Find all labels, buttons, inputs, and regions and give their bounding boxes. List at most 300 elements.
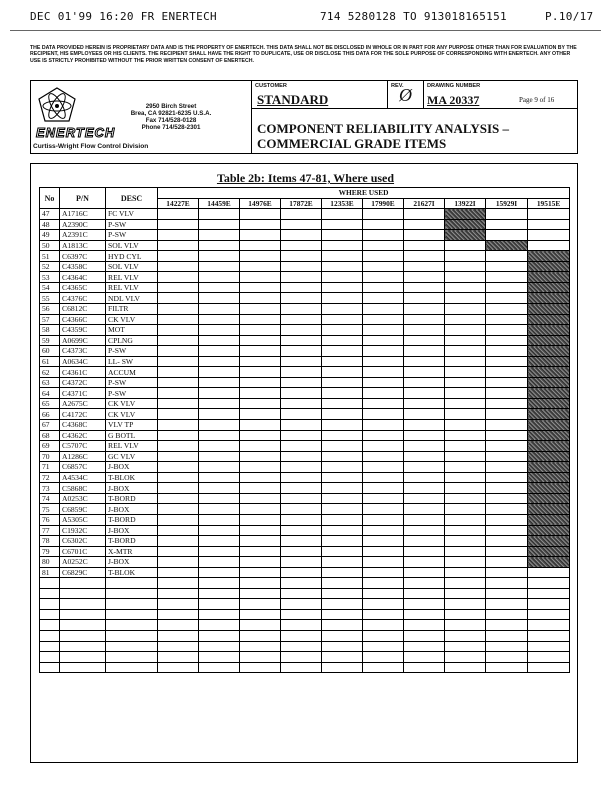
where-used-cell: [240, 514, 281, 525]
where-used-cell: [281, 546, 322, 557]
empty-cell: [240, 620, 281, 631]
description: SOL VLV: [106, 240, 158, 251]
item-number: 50: [40, 240, 60, 251]
item-number: 77: [40, 525, 60, 536]
part-number: A4534C: [60, 472, 106, 483]
empty-cell: [322, 662, 363, 673]
where-used-cell: [240, 536, 281, 547]
empty-cell: [60, 662, 106, 673]
empty-cell: [528, 652, 570, 663]
where-used-cell: [158, 504, 199, 515]
where-used-cell: [363, 325, 404, 336]
empty-cell: [404, 609, 445, 620]
part-number: C6397C: [60, 251, 106, 262]
where-used-mark: [528, 272, 570, 283]
table-row: [40, 472, 570, 483]
where-used-cell: [158, 441, 199, 452]
item-number: 58: [40, 325, 60, 336]
part-number: C4371C: [60, 388, 106, 399]
where-used-cell: [199, 483, 240, 494]
where-used-cell: [445, 420, 486, 431]
where-used-cell: [404, 430, 445, 441]
col-header-desc: DESC: [106, 188, 158, 209]
where-used-cell: [158, 335, 199, 346]
empty-cell: [486, 578, 528, 589]
where-used-cell: [363, 398, 404, 409]
empty-cell: [106, 630, 158, 641]
where-used-cell: [363, 272, 404, 283]
page-of: Page 9 of 16: [519, 96, 555, 104]
part-number: A2390C: [60, 219, 106, 230]
item-number: 55: [40, 293, 60, 304]
where-used-cell: [281, 219, 322, 230]
where-used-cell: [322, 377, 363, 388]
where-used-cell: [322, 546, 363, 557]
part-number: A0699C: [60, 335, 106, 346]
where-used-cell: [363, 546, 404, 557]
table-row: [40, 441, 570, 452]
item-number: 49: [40, 230, 60, 241]
table-row: [40, 493, 570, 504]
where-used-cell: [445, 377, 486, 388]
where-used-cell: [404, 514, 445, 525]
where-used-cell: [404, 335, 445, 346]
table-row: [40, 388, 570, 399]
where-used-cell: [404, 282, 445, 293]
where-used-cell: [404, 451, 445, 462]
empty-cell: [404, 630, 445, 641]
where-used-cell: [404, 420, 445, 431]
table-row: [40, 398, 570, 409]
where-used-cell: [486, 219, 528, 230]
table-row: [40, 430, 570, 441]
table-row: [40, 462, 570, 473]
where-used-cell: [363, 462, 404, 473]
where-used-cell: [158, 420, 199, 431]
where-used-cell: [445, 462, 486, 473]
where-used-cell: [199, 557, 240, 568]
empty-cell: [486, 599, 528, 610]
description: MOT: [106, 325, 158, 336]
table-title: Table 2b: Items 47-81, Where used: [216, 171, 395, 185]
where-used-cell: [404, 304, 445, 315]
rev-label: REV.: [391, 83, 404, 89]
where-used-cell: [528, 230, 570, 241]
where-used-cell: [158, 409, 199, 420]
where-used-cell: [199, 472, 240, 483]
part-number: C4368C: [60, 420, 106, 431]
company-block: [31, 81, 252, 153]
part-number: C6812C: [60, 304, 106, 315]
empty-cell: [322, 609, 363, 620]
blank-row: [40, 652, 570, 663]
empty-cell: [486, 609, 528, 620]
item-number: 71: [40, 462, 60, 473]
empty-cell: [60, 599, 106, 610]
where-used-cell: [404, 377, 445, 388]
empty-cell: [40, 652, 60, 663]
description: HYD CYL: [106, 251, 158, 262]
where-used-cell: [445, 346, 486, 357]
customer-cell: [252, 81, 388, 108]
table-row: [40, 420, 570, 431]
description: J-BOX: [106, 483, 158, 494]
where-used-cell: [281, 420, 322, 431]
empty-cell: [199, 609, 240, 620]
where-used-cell: [322, 514, 363, 525]
where-used-cell: [240, 441, 281, 452]
where-used-cell: [158, 261, 199, 272]
where-used-cell: [445, 483, 486, 494]
empty-cell: [445, 578, 486, 589]
where-used-cell: [486, 504, 528, 515]
where-used-cell: [158, 240, 199, 251]
where-used-cell: [322, 420, 363, 431]
address-phone: Phone 714/528-2301: [141, 124, 201, 131]
fax-phone-line: 714 5280128 TO 913018165151: [320, 10, 507, 23]
where-used-cell: [445, 314, 486, 325]
where-used-cell: [404, 272, 445, 283]
where-used-mark: [528, 377, 570, 388]
where-used-cell: [322, 398, 363, 409]
atom-logo-icon: [37, 87, 77, 123]
empty-cell: [528, 620, 570, 631]
where-used-cell: [363, 409, 404, 420]
where-used-cell: [281, 346, 322, 357]
where-used-cell: [404, 251, 445, 262]
empty-cell: [60, 630, 106, 641]
where-used-cell: [199, 261, 240, 272]
empty-cell: [281, 578, 322, 589]
where-used-cell: [240, 230, 281, 241]
where-used-cell: [363, 282, 404, 293]
empty-cell: [486, 630, 528, 641]
empty-cell: [281, 620, 322, 631]
table-row: [40, 335, 570, 346]
part-number: A5305C: [60, 514, 106, 525]
empty-cell: [486, 662, 528, 673]
where-used-cell: [404, 209, 445, 220]
where-used-cell: [363, 346, 404, 357]
where-used-cell: [199, 346, 240, 357]
empty-cell: [60, 641, 106, 652]
where-used-mark: [528, 514, 570, 525]
where-used-cell: [486, 514, 528, 525]
where-used-cell: [404, 261, 445, 272]
where-used-cell: [158, 314, 199, 325]
where-used-cell: [281, 514, 322, 525]
empty-cell: [60, 620, 106, 631]
item-number: 76: [40, 514, 60, 525]
part-number: C4358C: [60, 261, 106, 272]
col-header-no: No: [40, 188, 60, 209]
where-used-cell: [445, 546, 486, 557]
where-used-cell: [281, 525, 322, 536]
item-number: 63: [40, 377, 60, 388]
item-number: 59: [40, 335, 60, 346]
where-used-cell: [158, 367, 199, 378]
item-number: 81: [40, 567, 60, 578]
description: T-BORD: [106, 514, 158, 525]
item-number: 48: [40, 219, 60, 230]
where-used-cell: [528, 567, 570, 578]
where-used-cell: [486, 261, 528, 272]
where-used-cell: [445, 282, 486, 293]
description: T-BLOK: [106, 567, 158, 578]
where-used-cell: [445, 335, 486, 346]
where-used-cell: [240, 314, 281, 325]
where-used-mark: [528, 536, 570, 547]
where-used-cell: [199, 546, 240, 557]
where-used-cell: [158, 472, 199, 483]
table-row: [40, 504, 570, 515]
where-used-cell: [322, 388, 363, 399]
where-used-cell: [404, 356, 445, 367]
description: CPLNG: [106, 335, 158, 346]
where-used-cell: [322, 240, 363, 251]
part-number: A1716C: [60, 209, 106, 220]
item-number: 62: [40, 367, 60, 378]
empty-cell: [106, 620, 158, 631]
fax-divider: [10, 30, 601, 31]
description: P-SW: [106, 346, 158, 357]
where-used-cell: [199, 388, 240, 399]
table-row: [40, 377, 570, 388]
empty-cell: [240, 588, 281, 599]
item-number: 67: [40, 420, 60, 431]
rev-value: Ø: [399, 85, 412, 105]
description: CK VLV: [106, 398, 158, 409]
table-row: [40, 209, 570, 220]
empty-cell: [240, 652, 281, 663]
where-used-cell: [199, 451, 240, 462]
table-row: [40, 525, 570, 536]
doc-meta-row: [252, 81, 577, 109]
table-row: [40, 356, 570, 367]
where-used-cell: [281, 282, 322, 293]
description: G BOTL: [106, 430, 158, 441]
drawing-cell: [424, 81, 577, 108]
empty-cell: [445, 620, 486, 631]
where-used-cell: [158, 536, 199, 547]
where-used-cell: [281, 293, 322, 304]
table-row: [40, 567, 570, 578]
part-number: C6302C: [60, 536, 106, 547]
part-number: C1932C: [60, 525, 106, 536]
where-used-cell: [199, 504, 240, 515]
blank-row: [40, 599, 570, 610]
where-used-mark: [528, 251, 570, 262]
document-title: [257, 121, 509, 151]
where-used-table: [39, 187, 570, 673]
where-used-cell: [404, 346, 445, 357]
description: SOL VLV: [106, 261, 158, 272]
where-used-cell: [199, 367, 240, 378]
item-number: 70: [40, 451, 60, 462]
blank-row: [40, 630, 570, 641]
where-used-cell: [240, 420, 281, 431]
where-used-mark: [486, 240, 528, 251]
where-used-col-header: 14459E: [199, 198, 240, 209]
where-used-cell: [363, 335, 404, 346]
where-used-cell: [158, 346, 199, 357]
blank-row: [40, 620, 570, 631]
where-used-cell: [363, 209, 404, 220]
where-used-cell: [445, 398, 486, 409]
empty-cell: [40, 609, 60, 620]
empty-cell: [199, 652, 240, 663]
where-used-cell: [486, 304, 528, 315]
part-number: C4362C: [60, 430, 106, 441]
where-used-cell: [322, 251, 363, 262]
where-used-cell: [363, 388, 404, 399]
empty-cell: [445, 652, 486, 663]
where-used-cell: [404, 230, 445, 241]
where-used-cell: [486, 472, 528, 483]
where-used-cell: [445, 451, 486, 462]
table-row: [40, 536, 570, 547]
where-used-mark: [445, 230, 486, 241]
where-used-cell: [322, 441, 363, 452]
empty-cell: [322, 641, 363, 652]
where-used-cell: [281, 314, 322, 325]
where-used-cell: [199, 441, 240, 452]
address-city: Brea, CA 92821-6235 U.S.A.: [130, 110, 212, 117]
empty-cell: [106, 652, 158, 663]
where-used-mark: [528, 367, 570, 378]
description: CK VLV: [106, 409, 158, 420]
empty-cell: [322, 588, 363, 599]
company-address: [111, 103, 231, 131]
where-used-mark: [528, 493, 570, 504]
address-street: 2950 Birch Street: [145, 103, 197, 110]
empty-cell: [281, 599, 322, 610]
where-used-cell: [240, 272, 281, 283]
where-used-cell: [158, 377, 199, 388]
where-used-cell: [322, 557, 363, 568]
description: P-SW: [106, 219, 158, 230]
where-used-cell: [199, 525, 240, 536]
empty-cell: [106, 609, 158, 620]
empty-cell: [60, 609, 106, 620]
empty-cell: [40, 578, 60, 589]
where-used-cell: [322, 346, 363, 357]
where-used-cell: [486, 230, 528, 241]
where-used-cell: [281, 240, 322, 251]
empty-cell: [404, 662, 445, 673]
description: GC VLV: [106, 451, 158, 462]
where-used-cell: [404, 546, 445, 557]
where-used-mark: [528, 335, 570, 346]
description: NDL VLV: [106, 293, 158, 304]
where-used-cell: [199, 272, 240, 283]
customer-label: CUSTOMER: [255, 83, 287, 89]
where-used-cell: [281, 398, 322, 409]
title-line-1: COMPONENT RELIABILITY ANALYSIS –: [257, 121, 510, 136]
where-used-cell: [404, 493, 445, 504]
where-used-cell: [445, 567, 486, 578]
where-used-cell: [445, 441, 486, 452]
customer-value: STANDARD: [257, 92, 329, 107]
description: VLV TP: [106, 420, 158, 431]
where-used-cell: [322, 483, 363, 494]
empty-cell: [60, 652, 106, 663]
where-used-cell: [240, 451, 281, 462]
empty-cell: [486, 588, 528, 599]
where-used-cell: [199, 356, 240, 367]
where-used-cell: [528, 209, 570, 220]
where-used-mark: [528, 462, 570, 473]
empty-cell: [404, 578, 445, 589]
division-name: Curtiss-Wright Flow Control Division: [33, 143, 149, 150]
where-used-cell: [445, 251, 486, 262]
empty-cell: [158, 578, 199, 589]
where-used-cell: [281, 451, 322, 462]
where-used-cell: [363, 251, 404, 262]
empty-cell: [158, 630, 199, 641]
where-used-cell: [486, 567, 528, 578]
empty-cell: [158, 641, 199, 652]
where-used-cell: [240, 304, 281, 315]
where-used-cell: [404, 472, 445, 483]
where-used-cell: [445, 293, 486, 304]
where-used-cell: [240, 367, 281, 378]
part-number: C4359C: [60, 325, 106, 336]
address-fax: Fax 714/528-0128: [145, 117, 197, 124]
part-number: C4373C: [60, 346, 106, 357]
empty-cell: [60, 578, 106, 589]
where-used-cell: [486, 536, 528, 547]
where-used-cell: [240, 525, 281, 536]
where-used-cell: [240, 325, 281, 336]
where-used-cell: [486, 493, 528, 504]
table-row: [40, 451, 570, 462]
item-number: 68: [40, 430, 60, 441]
where-used-cell: [199, 514, 240, 525]
part-number: C6829C: [60, 567, 106, 578]
where-used-cell: [322, 430, 363, 441]
rev-cell: [388, 81, 424, 108]
where-used-cell: [240, 472, 281, 483]
where-used-mark: [528, 282, 570, 293]
description: LL- SW: [106, 356, 158, 367]
where-used-col-header: 17872E: [281, 198, 322, 209]
where-used-cell: [240, 240, 281, 251]
empty-cell: [40, 662, 60, 673]
where-used-cell: [281, 441, 322, 452]
where-used-mark: [528, 388, 570, 399]
table-header: [40, 188, 570, 209]
where-used-cell: [486, 367, 528, 378]
where-used-cell: [158, 272, 199, 283]
empty-cell: [199, 620, 240, 631]
empty-cell: [281, 641, 322, 652]
where-used-cell: [445, 240, 486, 251]
item-number: 60: [40, 346, 60, 357]
where-used-cell: [199, 314, 240, 325]
item-number: 80: [40, 557, 60, 568]
where-used-cell: [199, 251, 240, 262]
where-used-cell: [158, 483, 199, 494]
where-used-mark: [528, 261, 570, 272]
where-used-mark: [528, 546, 570, 557]
part-number: A0634C: [60, 356, 106, 367]
empty-cell: [322, 599, 363, 610]
where-used-cell: [281, 493, 322, 504]
where-used-cell: [404, 504, 445, 515]
where-used-cell: [199, 325, 240, 336]
where-used-cell: [363, 493, 404, 504]
